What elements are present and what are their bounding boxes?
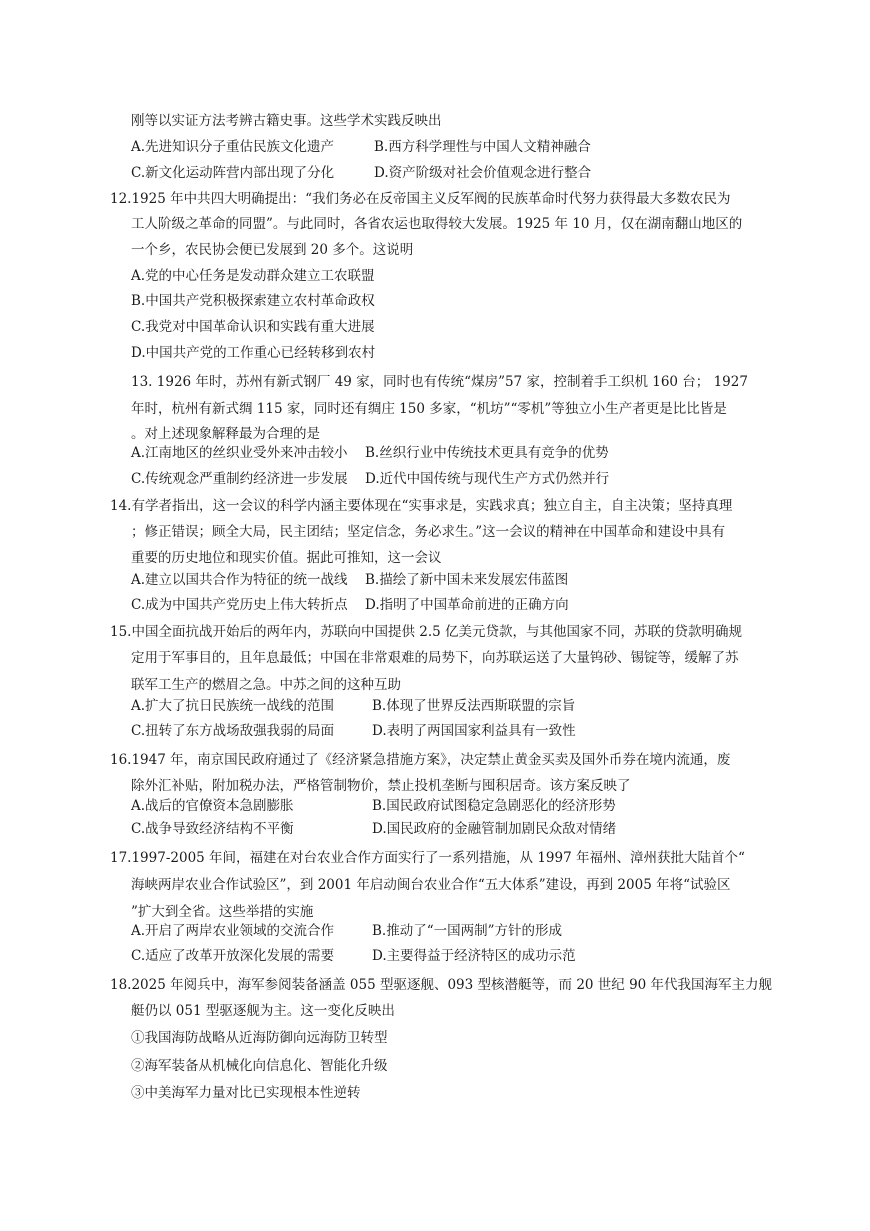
q14-options-row-2 — [131, 595, 569, 615]
q16-option-d: D.国民政府的金融管制加剧民众敌对情绪 — [372, 821, 617, 837]
q14-option-c: C.成为中国共产党历史上伟大转折点 — [131, 597, 348, 613]
q13-line-2: 年时，杭州有新式绸 115 家，同时还有绸庄 150 多家，“机坊”“零机”等独立小生产者更是比比皆是 — [131, 401, 727, 417]
q13-option-b: B.丝织行业中传统技术更具有竞争的优势 — [365, 445, 609, 461]
q12-line-2: 工人阶级之革命的同盟”。与此同时，各省农运也取得较大发展。1925 年 10 月，仅在湖南翻山地区的 — [131, 216, 743, 232]
q15-option-a: A.扩大了抗日民族统一战线的范围 — [131, 698, 335, 714]
q17-option-d: D.主要得益于经济特区的成功示范 — [372, 948, 576, 964]
q13-option-a: A.江南地区的丝织业受外来冲击较小 — [131, 445, 348, 461]
q16-option-a: A.战后的官僚资本急剧膨胀 — [131, 798, 294, 814]
q14-line-1: 14.有学者指出，这一会议的科学内涵主要体现在“实事求是，实践求真；独立自主，自主决策；坚持真理 — [110, 498, 733, 514]
q18-line-2: 艇仍以 051 型驱逐舰为主。这一变化反映出 — [131, 1003, 395, 1019]
q13-line-1: 13. 1926 年时，苏州有新式钢厂 49 家，同时也有传统“煤房”57 家，控制着手工织机 160 台； 1927 — [131, 374, 748, 390]
q16-option-c: C.战争导致经济结构不平衡 — [131, 821, 294, 837]
q18-item-2: ②海军装备从机械化向信息化、智能化升级 — [131, 1058, 388, 1074]
q15-options-row-1 — [131, 696, 576, 716]
q11-option-a-text: A.先进知识分子重估民族文化遗产 — [131, 139, 335, 155]
q12-option-c: C.我党对中国革命认识和实践有重大进展 — [131, 319, 375, 335]
q17-option-c: C.适应了改革开放深化发展的需要 — [131, 948, 335, 964]
q14-options-row-1 — [131, 570, 569, 590]
q16-options-row-1 — [131, 796, 616, 816]
q14-line-2: ；修正错误；顾全大局，民主团结；坚定信念，务必求生。”这一会议的精神在中国革命和建设中具有 — [131, 524, 726, 540]
q18-item-1: ①我国海防战略从近海防御向远海防卫转型 — [131, 1030, 388, 1046]
q17-line-3: ”扩大到全省。这些举措的实施 — [131, 904, 314, 920]
q16-options-row-2 — [131, 819, 617, 839]
q18-line-1: 18.2025 年阅兵中，海军参阅装备涵盖 055 型驱逐舰、093 型核潜艇等，而 20 世纪 90 年代我国海军主力舰 — [110, 977, 773, 993]
q17-options-row-2 — [131, 946, 576, 966]
q16-option-b: B.国民政府试图稳定急剧恶化的经济形势 — [372, 798, 616, 814]
q12-line-1: 12.1925 年中共四大明确提出：“我们务必在反帝国主义反军阀的民族革命时代努力获得最大多数农民为 — [110, 191, 731, 207]
q15-option-b: B.体现了世界反法西斯联盟的宗旨 — [372, 698, 576, 714]
q18-item-3: ③中美海军力量对比已实现根本性逆转 — [131, 1085, 361, 1101]
q13-line-3: 。对上述现象解释最为合理的是 — [131, 426, 320, 442]
q17-option-b: B.推动了“一国两制”方针的形成 — [372, 923, 563, 939]
q13-options-row-1 — [131, 443, 609, 463]
q12-line-3: 一个乡，农民协会便已发展到 20 多个。这说明 — [131, 242, 414, 258]
q14-option-d: D.指明了中国革命前进的正确方向 — [365, 597, 569, 613]
q15-line-2: 定用于军事目的，且年息最低；中国在非常艰难的局势下，向苏联运送了大量钨砂、锡锭等，缓解了苏 — [131, 650, 739, 666]
q17-options-row-1 — [131, 921, 563, 941]
q11-options-top — [131, 137, 591, 157]
q11-option-b-text: B.西方科学理性与中国人文精神融合 — [374, 139, 591, 155]
q12-option-b: B.中国共产党积极探索建立农村革命政权 — [131, 293, 375, 309]
q13-option-d: D.近代中国传统与现代生产方式仍然并行 — [365, 471, 610, 487]
q17-option-a: A.开启了两岸农业领域的交流合作 — [131, 923, 335, 939]
q15-line-1: 15.中国全面抗战开始后的两年内，苏联向中国提供 2.5 亿美元贷款，与其他国家不同，苏联的贷款明确规 — [110, 624, 743, 640]
q12-option-d: D.中国共产党的工作重心已经转移到农村 — [131, 345, 376, 361]
q11-option-c: C.新文化运动阵营内部出现了分化 — [131, 165, 335, 181]
q14-option-a: A.建立以国共合作为特征的统一战线 — [131, 572, 348, 588]
q17-line-2: 海峡两岸农业合作试验区”，到 2001 年启动闽台农业合作“五大体系”建设，再到 2005 年将“试验区 — [131, 877, 731, 893]
q16-line-2: 除外汇补贴，附加税办法，严格管制物价，禁止投机垄断与囤积居奇。该方案反映了 — [131, 778, 631, 794]
q16-line-1: 16.1947 年，南京国民政府通过了《经济紧急措施方案》，决定禁止黄金买卖及国外币券在境内流通，废 — [110, 752, 731, 768]
q14-line-3: 重要的历史地位和现实价值。据此可推知，这一会议 — [131, 550, 442, 566]
q12-option-a: A.党的中心任务是发动群众建立工农联盟 — [131, 268, 375, 284]
q11-option-d: D.资产阶级对社会价值观念进行整合 — [374, 165, 592, 181]
q11-options-row-1 — [131, 163, 592, 183]
q15-option-c: C.扭转了东方战场敌强我弱的局面 — [131, 723, 335, 739]
q13-options-row-2 — [131, 469, 610, 489]
q15-option-d: D.表明了两国国家利益具有一致性 — [372, 723, 576, 739]
q11-text-line: 刚等以实证方法考辨古籍史事。这些学术实践反映出 — [131, 113, 442, 129]
q14-option-b: B.描绘了新中国未来发展宏伟蓝图 — [365, 572, 569, 588]
q17-line-1: 17.1997-2005 年间，福建在对台农业合作方面实行了一系列措施，从 1997 年福州、漳州获批大陆首个“ — [110, 850, 745, 866]
q13-option-c: C.传统观念严重制约经济进一步发展 — [131, 471, 348, 487]
q15-line-3: 联军工生产的燃眉之急。中苏之间的这种互助 — [131, 677, 401, 693]
q15-options-row-2 — [131, 721, 576, 741]
